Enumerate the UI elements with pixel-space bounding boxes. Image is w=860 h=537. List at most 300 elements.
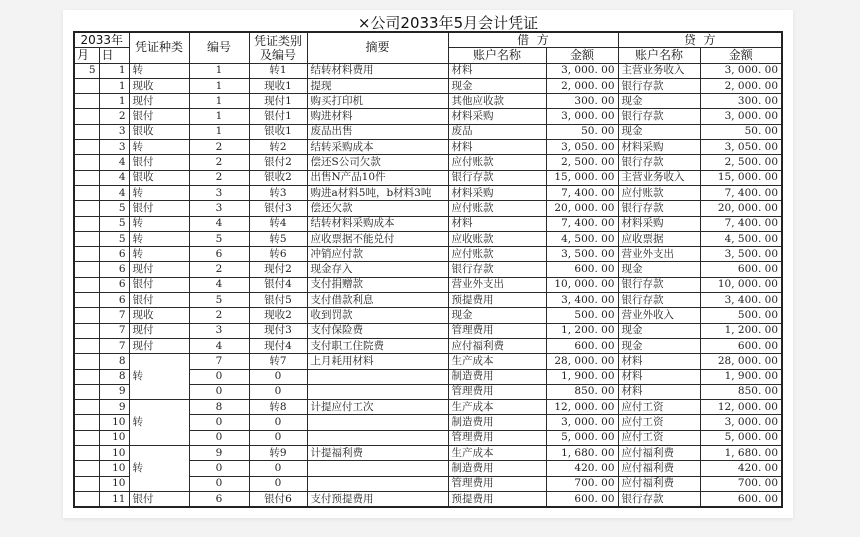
cell-month	[74, 247, 99, 262]
cell-debit-account: 生产成本	[448, 354, 546, 369]
cell-month	[74, 323, 99, 338]
cell-credit-account: 主营业务收入	[618, 170, 700, 185]
table-row	[74, 293, 782, 308]
cell-category-number: 转5	[249, 231, 307, 246]
cell-day: 6	[99, 277, 129, 292]
cell-voucher-type: 银付	[129, 491, 189, 507]
cell-category-number: 转4	[249, 216, 307, 231]
cell-credit-amount: 3, 400. 00	[700, 293, 782, 308]
voucher-table	[73, 31, 783, 508]
cell-summary: 购进a材料5吨，b材料3吨	[307, 185, 448, 200]
header-category-number	[249, 32, 307, 63]
cell-voucher-type: 现付	[129, 338, 189, 353]
table-row	[74, 338, 782, 353]
cell-debit-amount: 15, 000. 00	[546, 170, 618, 185]
cell-month	[74, 415, 99, 430]
header-credit: 贷 方	[618, 32, 782, 48]
table-row	[74, 140, 782, 155]
cell-month	[74, 446, 99, 461]
cell-debit-account: 应付账款	[448, 247, 546, 262]
header-category-line1: 凭证类别	[253, 33, 302, 48]
cell-day: 5	[99, 216, 129, 231]
cell-category-number: 0	[249, 369, 307, 384]
cell-month	[74, 170, 99, 185]
cell-number: 1	[189, 78, 249, 93]
table-row	[74, 308, 782, 323]
cell-day: 4	[99, 185, 129, 200]
cell-credit-amount: 1, 900. 00	[700, 369, 782, 384]
header-day: 日	[99, 48, 129, 63]
cell-credit-amount: 7, 400. 00	[700, 216, 782, 231]
cell-number: 2	[189, 308, 249, 323]
cell-day: 10	[99, 415, 129, 430]
cell-debit-account: 预提费用	[448, 293, 546, 308]
header-debit: 借 方	[448, 32, 618, 48]
table-row	[74, 491, 782, 507]
cell-voucher-type: 转	[129, 400, 189, 446]
cell-debit-amount: 3, 400. 00	[546, 293, 618, 308]
table-row	[74, 124, 782, 139]
cell-debit-amount: 2, 000. 00	[546, 78, 618, 93]
cell-day: 1	[99, 78, 129, 93]
cell-credit-account: 现金	[618, 338, 700, 353]
cell-number: 0	[189, 369, 249, 384]
cell-summary	[307, 369, 448, 384]
cell-credit-account: 应付账款	[618, 185, 700, 200]
cell-credit-amount: 2, 500. 00	[700, 155, 782, 170]
cell-month	[74, 293, 99, 308]
cell-month	[74, 491, 99, 507]
cell-number: 3	[189, 201, 249, 216]
cell-category-number: 银收2	[249, 170, 307, 185]
cell-debit-amount: 600. 00	[546, 491, 618, 507]
cell-debit-account: 预提费用	[448, 491, 546, 507]
cell-month	[74, 231, 99, 246]
header-credit-amount: 金额	[700, 48, 782, 63]
table-row	[74, 109, 782, 124]
cell-debit-amount: 3, 500. 00	[546, 247, 618, 262]
cell-credit-amount: 7, 400. 00	[700, 185, 782, 200]
cell-category-number: 转6	[249, 247, 307, 262]
cell-summary: 提现	[307, 78, 448, 93]
cell-day: 5	[99, 201, 129, 216]
cell-debit-amount: 600. 00	[546, 262, 618, 277]
cell-voucher-type: 转	[129, 446, 189, 492]
cell-debit-amount: 3, 000. 00	[546, 415, 618, 430]
cell-summary: 偿还欠款	[307, 201, 448, 216]
cell-voucher-type: 银付	[129, 109, 189, 124]
cell-summary: 购买打印机	[307, 94, 448, 109]
cell-category-number: 转8	[249, 400, 307, 415]
cell-voucher-type: 银收	[129, 170, 189, 185]
table-row	[74, 155, 782, 170]
cell-debit-account: 应付账款	[448, 155, 546, 170]
cell-summary: 现金存入	[307, 262, 448, 277]
cell-credit-account: 银行存款	[618, 78, 700, 93]
cell-debit-account: 废品	[448, 124, 546, 139]
cell-credit-amount: 3, 000. 00	[700, 63, 782, 78]
cell-credit-account: 银行存款	[618, 155, 700, 170]
cell-month	[74, 369, 99, 384]
cell-day: 8	[99, 354, 129, 369]
cell-category-number: 转9	[249, 446, 307, 461]
cell-voucher-type: 现收	[129, 78, 189, 93]
cell-number: 7	[189, 354, 249, 369]
cell-voucher-type: 现付	[129, 94, 189, 109]
cell-day: 1	[99, 63, 129, 78]
cell-day: 1	[99, 94, 129, 109]
cell-credit-amount: 3, 050. 00	[700, 140, 782, 155]
cell-summary: 偿还S公司欠款	[307, 155, 448, 170]
cell-voucher-type: 转	[129, 63, 189, 78]
table-row	[74, 400, 782, 415]
cell-credit-account: 营业外支出	[618, 247, 700, 262]
cell-credit-amount: 300. 00	[700, 94, 782, 109]
cell-number: 4	[189, 277, 249, 292]
cell-day: 6	[99, 293, 129, 308]
table-row	[74, 94, 782, 109]
cell-credit-amount: 700. 00	[700, 476, 782, 491]
cell-number: 4	[189, 338, 249, 353]
cell-voucher-type: 银付	[129, 293, 189, 308]
cell-summary: 支付保险费	[307, 323, 448, 338]
cell-day: 10	[99, 476, 129, 491]
cell-category-number: 银收1	[249, 124, 307, 139]
cell-number: 0	[189, 476, 249, 491]
cell-credit-account: 现金	[618, 262, 700, 277]
cell-debit-amount: 20, 000. 00	[546, 201, 618, 216]
cell-debit-amount: 850. 00	[546, 384, 618, 399]
cell-category-number: 银付4	[249, 277, 307, 292]
cell-summary: 支付预提费用	[307, 491, 448, 507]
cell-day: 10	[99, 430, 129, 445]
cell-month	[74, 201, 99, 216]
cell-credit-amount: 500. 00	[700, 308, 782, 323]
cell-summary	[307, 476, 448, 491]
cell-credit-account: 银行存款	[618, 109, 700, 124]
cell-debit-amount: 2, 500. 00	[546, 155, 618, 170]
cell-voucher-type: 转	[129, 354, 189, 400]
cell-credit-account: 应付工资	[618, 430, 700, 445]
cell-debit-amount: 420. 00	[546, 461, 618, 476]
cell-debit-account: 现金	[448, 308, 546, 323]
cell-debit-account: 生产成本	[448, 446, 546, 461]
voucher-rows	[74, 63, 782, 507]
table-row	[74, 247, 782, 262]
cell-summary: 支付职工住院费	[307, 338, 448, 353]
cell-credit-amount: 10, 000. 00	[700, 277, 782, 292]
cell-debit-amount: 3, 000. 00	[546, 109, 618, 124]
cell-number: 0	[189, 430, 249, 445]
cell-voucher-type: 现付	[129, 262, 189, 277]
cell-number: 0	[189, 384, 249, 399]
cell-number: 5	[189, 293, 249, 308]
cell-day: 7	[99, 338, 129, 353]
cell-debit-amount: 7, 400. 00	[546, 216, 618, 231]
table-row	[74, 78, 782, 93]
cell-month	[74, 354, 99, 369]
cell-summary: 支付借款利息	[307, 293, 448, 308]
cell-credit-account: 应付工资	[618, 415, 700, 430]
cell-credit-account: 应付福利费	[618, 461, 700, 476]
cell-credit-account: 材料	[618, 369, 700, 384]
cell-number: 1	[189, 109, 249, 124]
cell-credit-amount: 600. 00	[700, 262, 782, 277]
cell-voucher-type: 转	[129, 140, 189, 155]
cell-category-number: 银付6	[249, 491, 307, 507]
cell-summary: 支付捐赠款	[307, 277, 448, 292]
cell-debit-amount: 300. 00	[546, 94, 618, 109]
cell-debit-amount: 5, 000. 00	[546, 430, 618, 445]
cell-summary: 应收票据不能兑付	[307, 231, 448, 246]
cell-credit-amount: 3, 000. 00	[700, 415, 782, 430]
cell-month	[74, 400, 99, 415]
cell-number: 3	[189, 185, 249, 200]
cell-debit-account: 其他应收款	[448, 94, 546, 109]
cell-category-number: 转7	[249, 354, 307, 369]
cell-category-number: 银付1	[249, 109, 307, 124]
cell-month	[74, 308, 99, 323]
cell-summary: 废品出售	[307, 124, 448, 139]
cell-number: 2	[189, 155, 249, 170]
cell-debit-account: 材料采购	[448, 185, 546, 200]
cell-day: 4	[99, 170, 129, 185]
cell-credit-account: 银行存款	[618, 293, 700, 308]
header-voucher-type: 凭证种类	[129, 32, 189, 63]
cell-month	[74, 277, 99, 292]
cell-debit-amount: 1, 200. 00	[546, 323, 618, 338]
cell-debit-account: 营业外支出	[448, 277, 546, 292]
cell-debit-amount: 500. 00	[546, 308, 618, 323]
cell-debit-account: 管理费用	[448, 384, 546, 399]
cell-day: 8	[99, 369, 129, 384]
cell-debit-amount: 3, 000. 00	[546, 63, 618, 78]
cell-category-number: 现付4	[249, 338, 307, 353]
cell-number: 2	[189, 170, 249, 185]
cell-voucher-type: 现收	[129, 308, 189, 323]
cell-debit-account: 应付福利费	[448, 338, 546, 353]
cell-month	[74, 78, 99, 93]
cell-month: 5	[74, 63, 99, 78]
cell-debit-amount: 28, 000. 00	[546, 354, 618, 369]
cell-debit-account: 管理费用	[448, 476, 546, 491]
cell-number: 1	[189, 124, 249, 139]
header-credit-account: 账户名称	[618, 48, 700, 63]
cell-category-number: 转3	[249, 185, 307, 200]
cell-day: 3	[99, 140, 129, 155]
cell-credit-amount: 3, 000. 00	[700, 109, 782, 124]
cell-month	[74, 124, 99, 139]
cell-debit-account: 材料	[448, 63, 546, 78]
header-category-line2: 及编号	[259, 47, 296, 62]
cell-day: 6	[99, 262, 129, 277]
cell-credit-account: 现金	[618, 94, 700, 109]
cell-debit-amount: 600. 00	[546, 338, 618, 353]
cell-voucher-type: 转	[129, 216, 189, 231]
cell-number: 3	[189, 323, 249, 338]
cell-voucher-type: 银付	[129, 277, 189, 292]
table-row	[74, 262, 782, 277]
cell-category-number: 0	[249, 415, 307, 430]
cell-debit-amount: 3, 050. 00	[546, 140, 618, 155]
cell-number: 2	[189, 140, 249, 155]
cell-debit-account: 现金	[448, 78, 546, 93]
cell-debit-amount: 700. 00	[546, 476, 618, 491]
cell-month	[74, 338, 99, 353]
cell-credit-account: 主营业务收入	[618, 63, 700, 78]
cell-category-number: 0	[249, 430, 307, 445]
cell-voucher-type: 转	[129, 247, 189, 262]
cell-category-number: 银付2	[249, 155, 307, 170]
cell-day: 9	[99, 400, 129, 415]
table-row	[74, 231, 782, 246]
cell-credit-account: 营业外收入	[618, 308, 700, 323]
cell-day: 7	[99, 308, 129, 323]
cell-voucher-type: 转	[129, 231, 189, 246]
cell-day: 2	[99, 109, 129, 124]
cell-number: 1	[189, 63, 249, 78]
cell-credit-account: 材料	[618, 384, 700, 399]
cell-debit-account: 制造费用	[448, 369, 546, 384]
cell-month	[74, 262, 99, 277]
table-row	[74, 201, 782, 216]
table-row	[74, 323, 782, 338]
cell-debit-amount: 1, 900. 00	[546, 369, 618, 384]
header-debit-amount: 金额	[546, 48, 618, 63]
cell-month	[74, 185, 99, 200]
cell-credit-account: 应收票据	[618, 231, 700, 246]
cell-credit-account: 银行存款	[618, 277, 700, 292]
cell-debit-amount: 7, 400. 00	[546, 185, 618, 200]
cell-summary: 计提福利费	[307, 446, 448, 461]
cell-credit-account: 材料	[618, 354, 700, 369]
cell-number: 8	[189, 400, 249, 415]
cell-category-number: 转1	[249, 63, 307, 78]
cell-number: 6	[189, 491, 249, 507]
cell-credit-amount: 600. 00	[700, 338, 782, 353]
header-month: 月	[74, 48, 99, 63]
cell-category-number: 现收1	[249, 78, 307, 93]
cell-credit-account: 现金	[618, 124, 700, 139]
cell-summary	[307, 384, 448, 399]
cell-category-number: 现付1	[249, 94, 307, 109]
cell-day: 5	[99, 231, 129, 246]
cell-category-number: 0	[249, 461, 307, 476]
cell-month	[74, 94, 99, 109]
cell-voucher-type: 银付	[129, 155, 189, 170]
cell-month	[74, 430, 99, 445]
header-number: 编号	[189, 32, 249, 63]
cell-day: 10	[99, 446, 129, 461]
cell-category-number: 银付3	[249, 201, 307, 216]
cell-debit-amount: 12, 000. 00	[546, 400, 618, 415]
table-row	[74, 446, 782, 461]
cell-summary: 冲销应付款	[307, 247, 448, 262]
cell-credit-account: 材料采购	[618, 216, 700, 231]
cell-credit-amount: 4, 500. 00	[700, 231, 782, 246]
cell-category-number: 银付5	[249, 293, 307, 308]
cell-voucher-type: 银付	[129, 201, 189, 216]
cell-voucher-type: 转	[129, 185, 189, 200]
cell-credit-amount: 50. 00	[700, 124, 782, 139]
cell-day: 9	[99, 384, 129, 399]
cell-number: 0	[189, 415, 249, 430]
cell-credit-amount: 2, 000. 00	[700, 78, 782, 93]
cell-credit-account: 银行存款	[618, 491, 700, 507]
cell-debit-amount: 10, 000. 00	[546, 277, 618, 292]
cell-month	[74, 109, 99, 124]
cell-day: 7	[99, 323, 129, 338]
cell-category-number: 现收2	[249, 308, 307, 323]
cell-debit-account: 材料	[448, 140, 546, 155]
cell-number: 5	[189, 231, 249, 246]
header-summary: 摘要	[307, 32, 448, 63]
cell-credit-account: 材料采购	[618, 140, 700, 155]
cell-debit-account: 应付账款	[448, 201, 546, 216]
voucher-sheet	[63, 10, 793, 518]
cell-day: 3	[99, 124, 129, 139]
cell-debit-account: 银行存款	[448, 170, 546, 185]
cell-credit-amount: 1, 680. 00	[700, 446, 782, 461]
table-row	[74, 170, 782, 185]
cell-category-number: 0	[249, 476, 307, 491]
table-row	[74, 63, 782, 78]
cell-summary	[307, 415, 448, 430]
cell-month	[74, 216, 99, 231]
cell-number: 6	[189, 247, 249, 262]
cell-summary	[307, 430, 448, 445]
cell-credit-account: 应付福利费	[618, 446, 700, 461]
cell-credit-amount: 3, 500. 00	[700, 247, 782, 262]
cell-debit-amount: 1, 680. 00	[546, 446, 618, 461]
cell-day: 6	[99, 247, 129, 262]
cell-number: 1	[189, 94, 249, 109]
table-row	[74, 354, 782, 369]
cell-credit-amount: 20, 000. 00	[700, 201, 782, 216]
cell-debit-account: 管理费用	[448, 430, 546, 445]
cell-debit-account: 生产成本	[448, 400, 546, 415]
cell-debit-account: 应收账款	[448, 231, 546, 246]
cell-summary: 计提应付工次	[307, 400, 448, 415]
cell-credit-amount: 12, 000. 00	[700, 400, 782, 415]
cell-debit-amount: 50. 00	[546, 124, 618, 139]
cell-month	[74, 155, 99, 170]
cell-credit-amount: 15, 000. 00	[700, 170, 782, 185]
cell-month	[74, 476, 99, 491]
cell-debit-account: 银行存款	[448, 262, 546, 277]
cell-debit-account: 制造费用	[448, 415, 546, 430]
page-title: ×公司2033年5月会计凭证	[357, 14, 539, 32]
cell-day: 4	[99, 155, 129, 170]
cell-credit-amount: 28, 000. 00	[700, 354, 782, 369]
cell-month	[74, 461, 99, 476]
cell-voucher-type: 银收	[129, 124, 189, 139]
cell-credit-amount: 420. 00	[700, 461, 782, 476]
cell-category-number: 0	[249, 384, 307, 399]
cell-number: 0	[189, 461, 249, 476]
cell-credit-account: 应付福利费	[618, 476, 700, 491]
cell-credit-account: 应付工资	[618, 400, 700, 415]
cell-debit-account: 材料	[448, 216, 546, 231]
cell-summary: 收到罚款	[307, 308, 448, 323]
cell-credit-amount: 5, 000. 00	[700, 430, 782, 445]
table-row	[74, 216, 782, 231]
cell-credit-account: 现金	[618, 323, 700, 338]
table-row	[74, 185, 782, 200]
cell-category-number: 现付3	[249, 323, 307, 338]
cell-day: 10	[99, 461, 129, 476]
cell-debit-account: 材料采购	[448, 109, 546, 124]
